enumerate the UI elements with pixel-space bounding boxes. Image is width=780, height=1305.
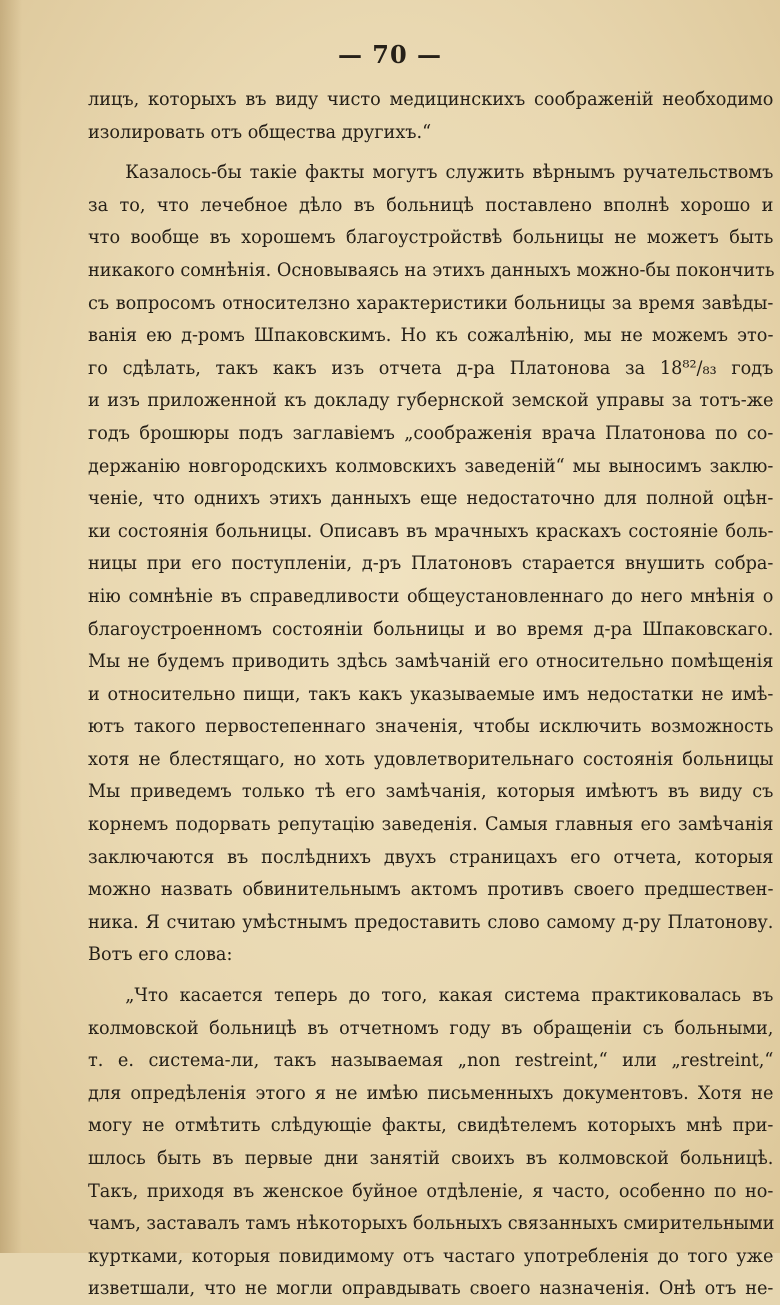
- text-line: шлось быть въ первые дни занятiй своихъ въ колмовской больницѣ.: [88, 1147, 774, 1169]
- text-line: ника. Я считаю умѣстнымъ предоставить слово самому д-ру Платонову.: [88, 910, 774, 933]
- text-line: можно назвать обвинительнымъ актомъ противъ своего предшествен-: [88, 878, 774, 901]
- text-line: изолировать отъ общества другихъ.“: [88, 120, 432, 143]
- text-line: для опредѣленiя этого я не имѣю письменныхъ документовъ. Хотя не: [88, 1081, 774, 1104]
- text-line: ютъ такого первостепеннаго значенiя, чтобы исключить возможность: [88, 715, 774, 738]
- text-line: чамъ, заставалъ тамъ нѣкоторыхъ больныхъ связанныхъ смирительными: [88, 1212, 775, 1235]
- page-edge-shadow: [0, 0, 22, 1253]
- paragraph: [88, 83, 774, 148]
- paragraph-gap: [88, 148, 774, 156]
- text-line: годъ брошюры подъ заглавiемъ „соображенiя врача Платонова по со-: [88, 421, 774, 444]
- text-line: Казалось-бы такiе факты могутъ служить вѣрнымъ ручательствомъ: [125, 161, 774, 184]
- text-line: ницы при его поступленiи, д-ръ Платоновъ старается внушить собра-: [88, 552, 774, 575]
- text-line: корнемъ подорвать репутацiю заведенiя. Самыя главныя его замѣчанiя: [88, 813, 774, 836]
- text-line: заключаются въ послѣднихъ двухъ страницахъ его отчета, которыя: [88, 845, 774, 868]
- text-line: хотя не блестящаго, но хоть удовлетворительнаго состоянiя больницы: [88, 747, 774, 770]
- paragraph-quote: [88, 979, 774, 1305]
- page-number: — 70 —: [337, 40, 443, 69]
- text-line: могу не отмѣтить слѣдующiе факты, свидѣтелемъ которыхъ мнѣ при-: [88, 1114, 774, 1137]
- text-line: „Что касается теперь до того, какая система практиковалась въ: [125, 984, 774, 1007]
- text-line: ванiя ею д-ромъ Шпаковскимъ. Но къ сожалѣнiю, мы не можемъ это-: [88, 324, 774, 347]
- text-line: держанiю новгородскихъ колмовскихъ заведенiй“ мы выносимъ заклю-: [88, 454, 774, 477]
- text-line: съ вопросомъ относителзно характеристики больницы за время завѣды-: [88, 291, 774, 314]
- text-line: благоустроенномъ состоянiи больницы и во время д-ра Шпаковскаго.: [88, 617, 774, 640]
- text-line: куртками, которыя повидимому отъ частаго употребленiя до того уже: [88, 1244, 774, 1267]
- text-line: колмовской больницѣ въ отчетномъ году въ обращенiи съ больными,: [88, 1016, 774, 1039]
- text-line: ки состоянiя больницы. Описавъ въ мрачныхъ краскахъ состоянiе боль-: [88, 519, 774, 542]
- text-line: т. е. система-ли, такъ называемая „non restreint,“ или „restreint,“: [88, 1049, 774, 1072]
- body-text: [88, 83, 774, 1305]
- text-line: изветшали, что не могли оправдывать своего назначенiя. Онѣ отъ не-: [88, 1277, 774, 1300]
- text-line: что вообще въ хорошемъ благоустройствѣ больницы не можетъ быть: [88, 226, 774, 249]
- text-line: Такъ, приходя въ женское буйное отдѣленiе, я часто, особенно по но-: [88, 1179, 774, 1202]
- text-line: ченiе, что однихъ этихъ данныхъ еще недостаточно для полной оцѣн-: [88, 487, 774, 510]
- text-line: нiю сомнѣнiе въ справедливости общеустановленнаго до него мнѣнiя о: [88, 584, 774, 607]
- text-line: Мы не будемъ приводить здѣсь замѣчанiй его относительно помѣщенiя: [88, 650, 774, 673]
- text-line: и изъ приложенной къ докладу губернской земской управы за тотъ-же: [88, 389, 774, 412]
- text-line: Мы приведемъ только тѣ его замѣчанiя, которыя имѣютъ въ виду съ: [88, 780, 774, 803]
- paragraph-gap: [88, 971, 774, 979]
- text-line: го сдѣлать, такъ какъ изъ отчета д-ра Платонова за 18⁸²/₈₃ годъ: [88, 356, 774, 379]
- text-line: Вотъ его слова:: [88, 943, 233, 966]
- text-line: и относительно пищи, такъ какъ указываемые имъ недостатки не имѣ-: [88, 682, 774, 705]
- text-line: за то, что лечебное дѣло въ больницѣ поставлено вполнѣ хорошо и: [88, 193, 774, 216]
- text-line: никакого сомнѣнiя. Основываясь на этихъ данныхъ можно-бы покончить: [88, 258, 775, 281]
- text-line: лицъ, которыхъ въ виду чисто медицинскихъ соображенiй необходимо: [88, 88, 774, 110]
- paragraph: [88, 156, 774, 971]
